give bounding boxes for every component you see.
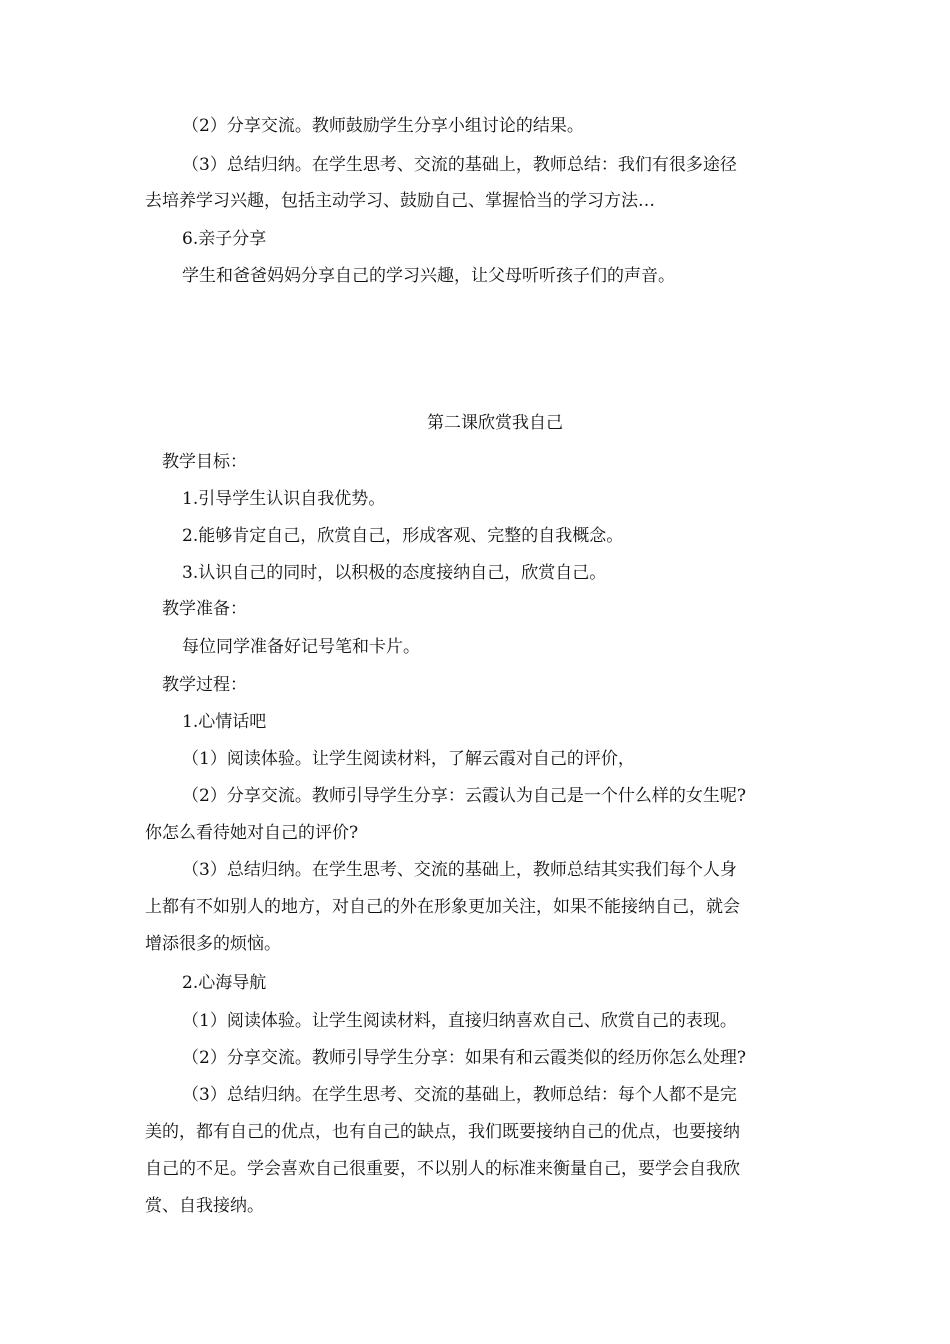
step1-item2-line2: 你怎么看待她对自己的评价? — [145, 823, 359, 843]
step2-heading: 2.心海导航 — [182, 973, 267, 993]
step1-item3-line3: 增添很多的烦恼。 — [145, 934, 281, 954]
step1-item3-line1: （3）总结归纳。在学生思考、交流的基础上，教师总结其实我们每个人身 — [182, 860, 737, 880]
paragraph-summary-line1: （3）总结归纳。在学生思考、交流的基础上，教师总结：我们有很多途径 — [182, 155, 737, 175]
goal-item: 1.引导学生认识自我优势。 — [182, 489, 386, 509]
step2-item2: （2）分享交流。教师引导学生分享：如果有和云霞类似的经历你怎么处理? — [182, 1048, 746, 1068]
process-label: 教学过程： — [162, 675, 247, 695]
step1-item1: （1）阅读体验。让学生阅读材料，了解云霞对自己的评价， — [182, 749, 635, 769]
goal-item: 3.认识自己的同时，以积极的态度接纳自己，欣赏自己。 — [182, 563, 607, 583]
goals-label: 教学目标： — [162, 452, 247, 472]
prep-label: 教学准备： — [162, 599, 247, 619]
step1-item3-line2: 上都有不如别人的地方，对自己的外在形象更加关注，如果不能接纳自己，就会 — [145, 897, 740, 917]
paragraph-parent-share: 学生和爸爸妈妈分享自己的学习兴趣，让父母听听孩子们的声音。 — [182, 266, 675, 286]
step2-item3-line2: 美的，都有自己的优点，也有自己的缺点，我们既要接纳自己的优点，也要接纳 — [145, 1122, 740, 1142]
paragraph-summary-line2: 去培养学习兴趣，包括主动学习、鼓励自己、掌握恰当的学习方法… — [145, 191, 655, 211]
lesson-title: 第二课欣赏我自己 — [427, 413, 563, 433]
step2-item3-line1: （3）总结归纳。在学生思考、交流的基础上，教师总结：每个人都不是完 — [182, 1085, 737, 1105]
step1-heading: 1.心情话吧 — [182, 712, 267, 732]
heading-parent-share: 6.亲子分享 — [182, 229, 267, 249]
step2-item1: （1）阅读体验。让学生阅读材料，直接归纳喜欢自己、欣赏自己的表现。 — [182, 1011, 737, 1031]
step2-item3-line4: 赏、自我接纳。 — [145, 1196, 264, 1216]
goal-item: 2.能够肯定自己，欣赏自己，形成客观、完整的自我概念。 — [182, 526, 624, 546]
step1-item2-line1: （2）分享交流。教师引导学生分享：云霞认为自己是一个什么样的女生呢? — [182, 786, 746, 806]
step2-item3-line3: 自己的不足。学会喜欢自己很重要，不以别人的标准来衡量自己，要学会自我欣 — [145, 1159, 740, 1179]
prep-text: 每位同学准备好记号笔和卡片。 — [182, 637, 420, 657]
paragraph-share-groups: （2）分享交流。教师鼓励学生分享小组讨论的结果。 — [182, 116, 584, 136]
